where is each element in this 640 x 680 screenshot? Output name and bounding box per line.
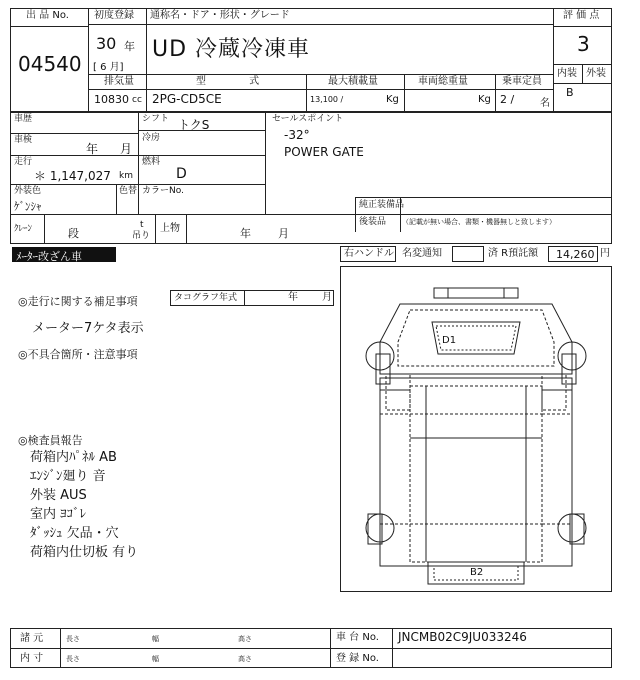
height-label-2: 高さ <box>238 655 252 663</box>
history-label: 車歴 <box>14 114 33 124</box>
crane-step-unit: 段 <box>68 227 79 240</box>
exterior-color-value: ｹﾞﾝｼｬ <box>14 200 42 213</box>
recycle-amount: 14,260 <box>556 248 595 261</box>
vehicle-name: UD 冷蔵冷凍車 <box>152 37 311 62</box>
first-registration-label: 初度登録 <box>94 10 134 21</box>
crane-ton-unit: t <box>140 220 144 230</box>
chassis-no-value: JNCMB02C9JU033246 <box>398 630 527 644</box>
recycle-label: 済 R預託額 <box>488 248 539 259</box>
width-label-2: 幅 <box>152 655 159 663</box>
crane-hang-unit: 吊り <box>132 231 151 241</box>
capacity-label: 乗車定員 <box>502 76 542 87</box>
max-load-unit: Kg <box>386 94 399 105</box>
inspection-year-unit: 年 <box>86 142 99 156</box>
height-label-1: 高さ <box>238 635 252 643</box>
name-change-label: 名変通知 <box>402 248 442 259</box>
right-hand-drive-label: 右ハンドル <box>344 248 394 259</box>
inspector-item: 荷箱内仕切板 有り <box>30 545 139 560</box>
inspection-label: 車検 <box>14 135 33 145</box>
interior-grade: B <box>566 86 574 99</box>
displacement-label: 排気量 <box>104 76 134 87</box>
inspector-item: ｴﾝｼﾞﾝ廻り 音 <box>30 469 106 484</box>
max-load-label: 最大積載量 <box>328 76 378 87</box>
sales-point-2: POWER GATE <box>284 145 364 159</box>
mileage-unit: km <box>119 171 133 181</box>
damage-mark-rear: B2 <box>470 567 484 578</box>
sales-point-1: -32° <box>284 128 310 142</box>
capacity-unit: 名 <box>540 98 550 109</box>
odometer-tampered-text: ﾒｰﾀｰ改ざん車 <box>16 250 82 263</box>
max-load-value: 13,100 / <box>310 95 344 104</box>
recycle-unit: 円 <box>600 248 610 259</box>
color-code-label: カラーNo. <box>142 186 184 196</box>
model-label: 型 式 <box>196 76 260 87</box>
width-label-1: 幅 <box>152 635 159 643</box>
registration-year-unit: 年 <box>124 40 135 53</box>
spec-row-label: 諸 元 <box>20 633 44 644</box>
inspector-item: 室内 ﾖｺﾞﾚ <box>30 507 87 522</box>
inspector-item: 荷箱内ﾊﾟﾈﾙ AB <box>30 450 117 465</box>
lot-no-label: 出 品 No. <box>26 10 69 21</box>
fuel-value: D <box>176 166 187 182</box>
color-change-label: 色替 <box>119 186 138 196</box>
length-label-1: 長さ <box>66 635 80 643</box>
chassis-no-label: 車 台 No. <box>336 632 379 643</box>
inspection-month-unit: 月 <box>120 142 133 156</box>
vehicle-name-label: 通称名・ドア・形状・グレード <box>150 10 290 21</box>
inspector-item: 外装 AUS <box>30 488 87 503</box>
defects-title: ◎不具合箇所・注意事項 <box>18 348 138 361</box>
score-label: 評 価 点 <box>563 10 600 21</box>
tachograph-year-unit: 年 <box>288 292 298 303</box>
displacement-unit: cc <box>132 95 142 105</box>
upper-month-unit: 月 <box>278 227 289 240</box>
model-value: 2PG-CD5CE <box>152 92 222 106</box>
mileage-value: ＊ 1,147,027 <box>34 169 111 183</box>
air-conditioning-label: 冷房 <box>142 133 161 143</box>
interior-label: 内装 <box>557 68 577 79</box>
registration-no-label: 登 録 No. <box>336 653 379 664</box>
aftermarket-note: （記載が無い場合、書類・機器無しと致します） <box>402 218 556 226</box>
mileage-label: 走行 <box>14 157 33 167</box>
registration-month: [ 6 月] <box>93 62 124 73</box>
standard-equipment-label: 純正装備品 <box>359 200 405 210</box>
sales-point-label: セールスポイント <box>272 114 344 124</box>
capacity-value: 2 / <box>500 93 515 106</box>
score-value: 3 <box>577 32 590 56</box>
exterior-color-label: 外装色 <box>14 186 42 196</box>
inspector-item: ﾀﾞｯｼｭ 欠品・穴 <box>30 526 119 541</box>
inspector-title: ◎検査員報告 <box>18 434 83 447</box>
inner-size-row-label: 内 寸 <box>20 653 44 664</box>
tachograph-label: タコグラフ年式 <box>174 293 238 303</box>
aftermarket-label: 後装品 <box>359 217 387 227</box>
supplement-text: メーター7ケタ表示 <box>32 321 144 336</box>
gross-weight-label: 車両総重量 <box>418 76 468 87</box>
shift-label: シフト <box>142 114 170 124</box>
upper-body-label: 上物 <box>160 223 180 234</box>
gross-weight-unit: Kg <box>478 94 491 105</box>
truck-diagram <box>340 266 612 592</box>
fuel-label: 燃料 <box>142 157 161 167</box>
registration-year: 30 <box>96 34 117 53</box>
lot-no-value: 04540 <box>18 52 82 76</box>
crane-label: ｸﾚｰﾝ <box>14 224 33 234</box>
tachograph-month-unit: 月 <box>322 292 332 303</box>
damage-mark-front: D1 <box>442 335 457 346</box>
name-change-box <box>452 246 484 262</box>
displacement-value: 10830 <box>94 93 129 106</box>
shift-value: トクS <box>178 118 210 132</box>
length-label-2: 長さ <box>66 655 80 663</box>
upper-year-unit: 年 <box>240 227 251 240</box>
supplement-title: ◎走行に関する補足事項 <box>18 295 138 308</box>
exterior-label: 外装 <box>586 68 606 79</box>
